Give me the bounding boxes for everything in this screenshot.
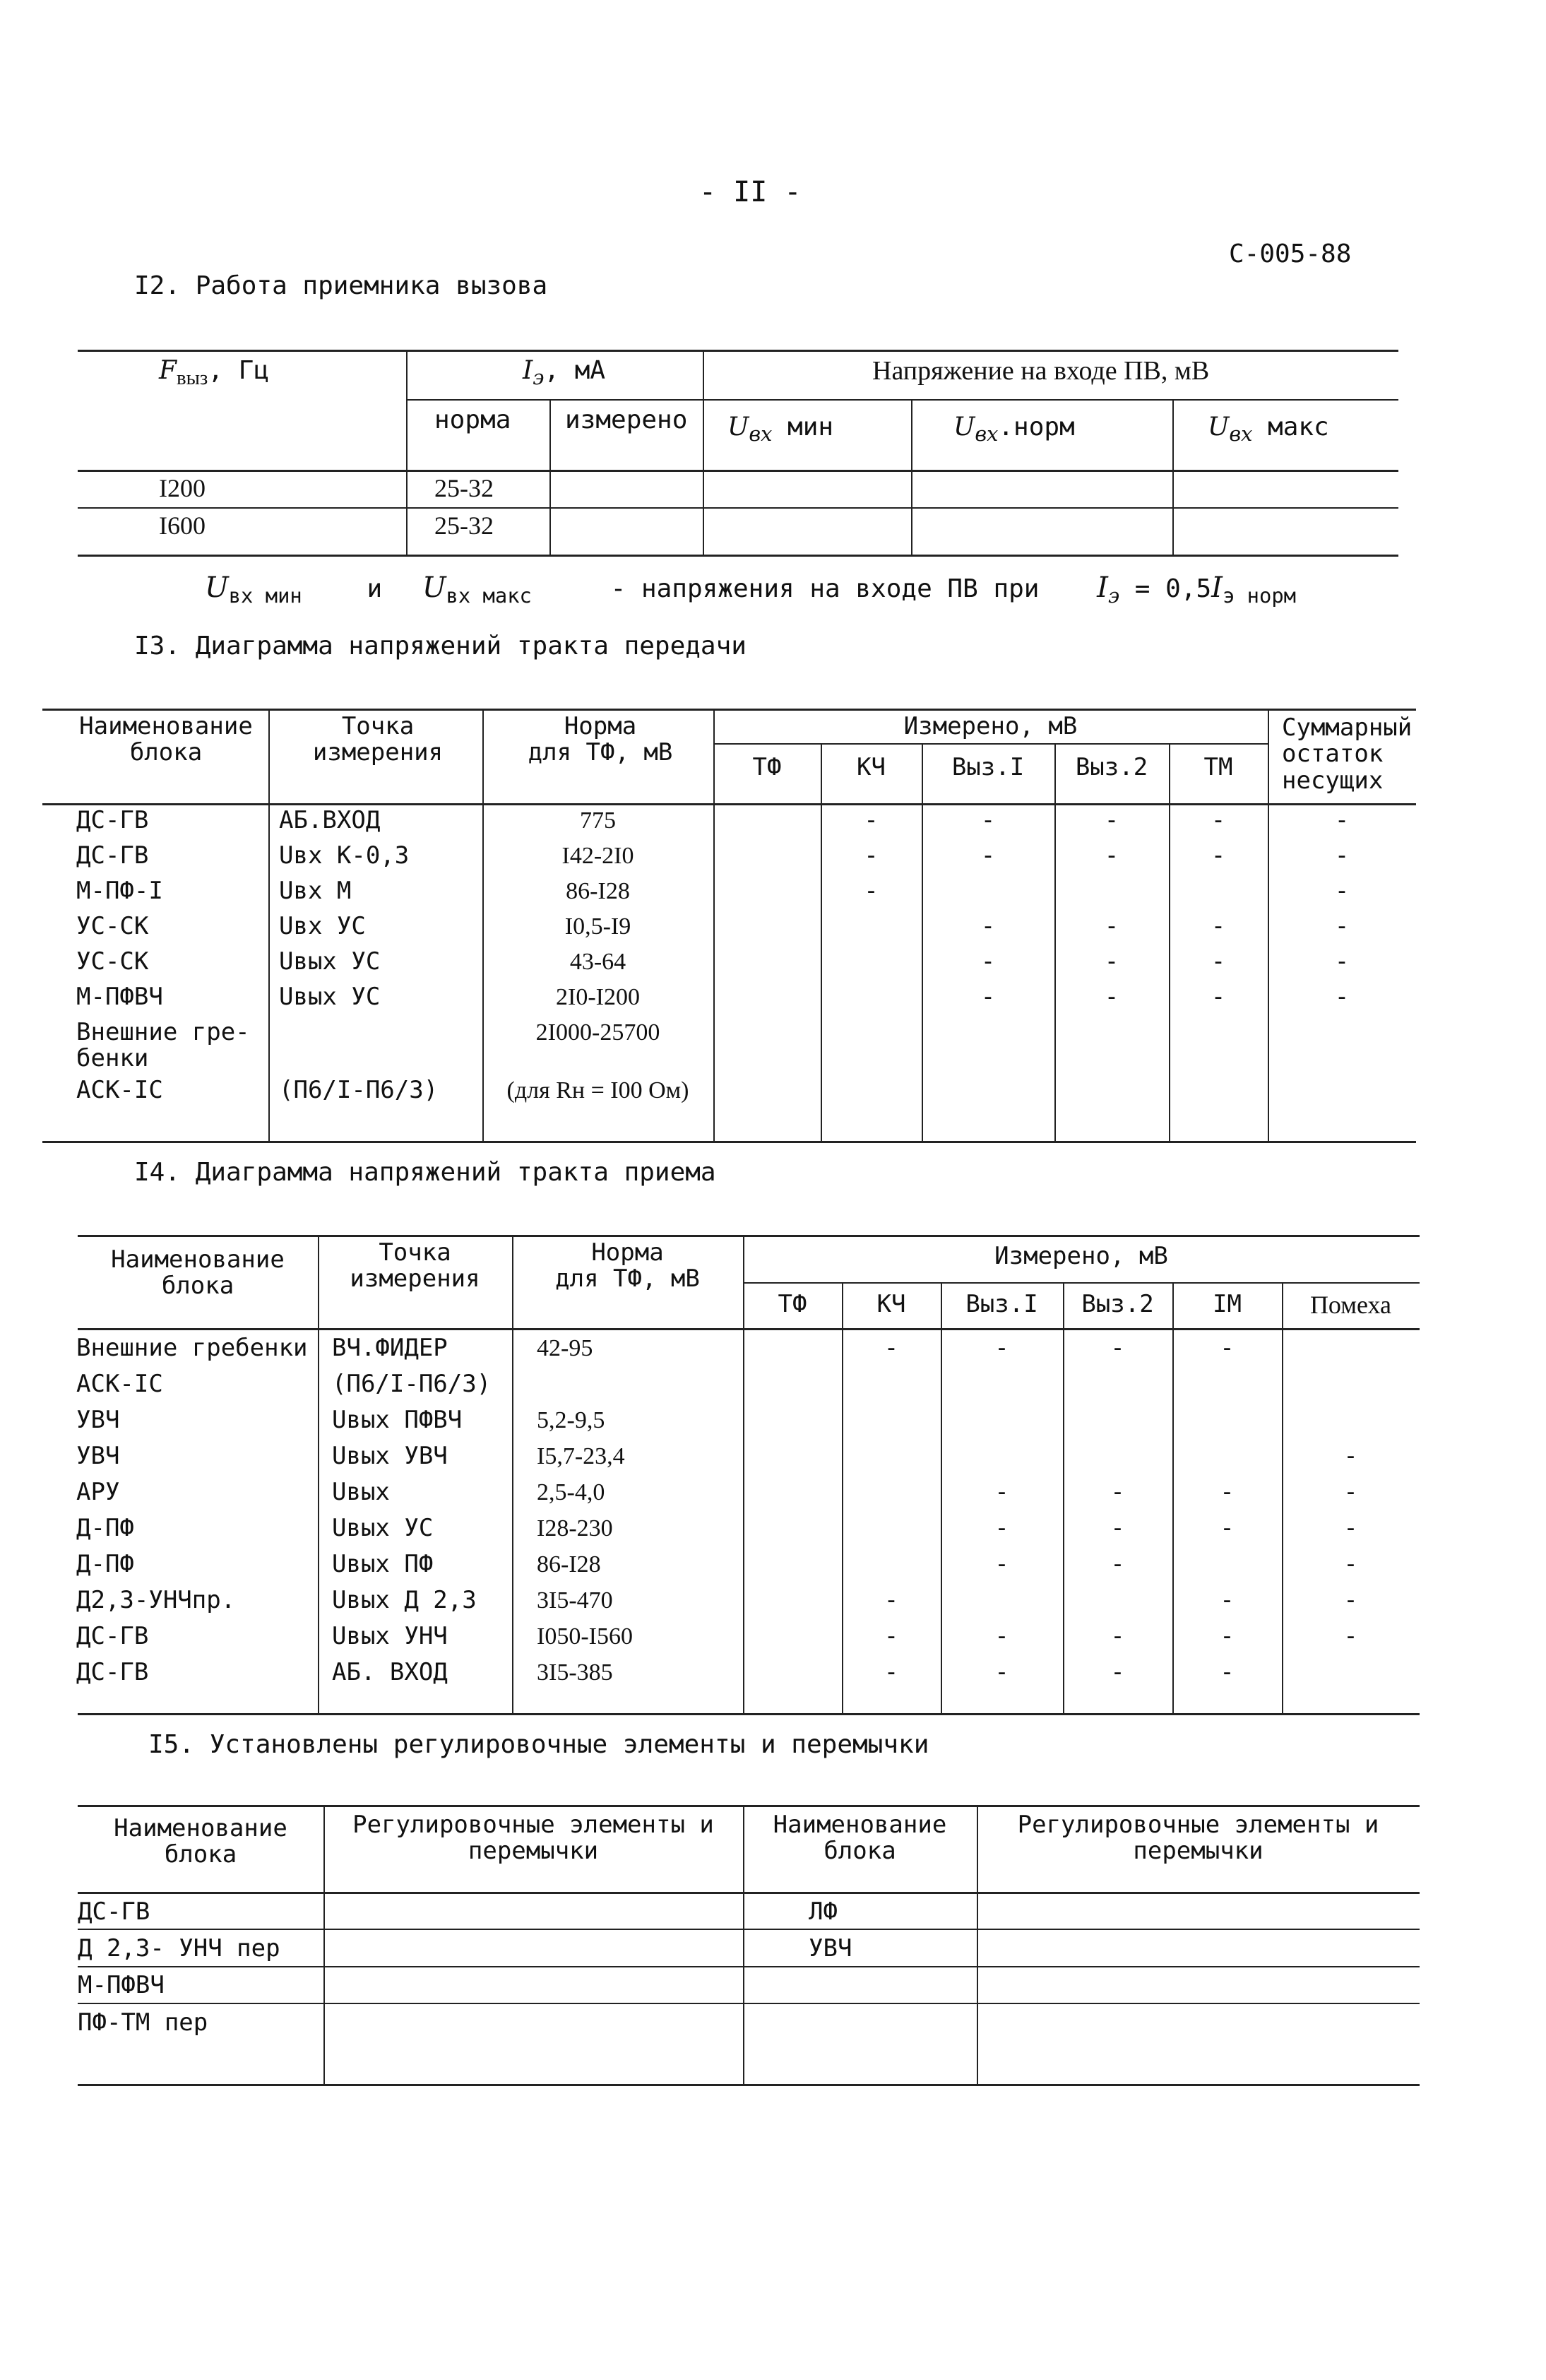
kch-value: - bbox=[864, 877, 879, 905]
interference-value: - bbox=[1343, 1442, 1358, 1470]
norm-value: 775 bbox=[580, 807, 616, 834]
document-code: С-005-88 bbox=[1229, 239, 1352, 268]
block-name: ДС-ГВ bbox=[76, 1658, 149, 1686]
block-name: УС-СК bbox=[76, 912, 149, 940]
header-u-min: $U_{вх}$ мин bbox=[727, 413, 834, 446]
block-name: Д2,3-УНЧпр. bbox=[76, 1586, 236, 1614]
block-name: УВЧ bbox=[76, 1406, 120, 1434]
residual-value: - bbox=[1334, 877, 1350, 905]
tm-value: - bbox=[1211, 983, 1226, 1011]
residual-value: - bbox=[1334, 841, 1350, 870]
vyz2-value: - bbox=[1110, 1658, 1125, 1686]
block-name: УВЧ bbox=[76, 1442, 120, 1470]
kch-value: - bbox=[884, 1334, 899, 1362]
header-norm-tf: Норма для ТФ, мВ bbox=[528, 712, 673, 767]
measure-point: (П6/I-П6/3) bbox=[332, 1370, 492, 1398]
measure-point: (П6/I-П6/3) bbox=[279, 1076, 439, 1104]
header-measured: Измерено, мВ bbox=[994, 1242, 1168, 1270]
measure-point: Uвх УС bbox=[279, 912, 366, 940]
col-kch: КЧ bbox=[876, 1290, 906, 1318]
col-vyz1: Выз.I bbox=[965, 1290, 1038, 1318]
measure-point: Uвых УС bbox=[279, 983, 381, 1011]
header-measured: измерено bbox=[565, 405, 688, 434]
kch-value: - bbox=[884, 1586, 899, 1614]
kch-value: - bbox=[864, 841, 879, 870]
block-name-left: ПФ-ТМ пер bbox=[78, 2008, 208, 2037]
block-name-left: М-ПФВЧ bbox=[78, 1971, 165, 1999]
im-value: - bbox=[1220, 1478, 1235, 1506]
interference-value: - bbox=[1343, 1622, 1358, 1650]
block-name: АСК-IС bbox=[76, 1076, 163, 1104]
interference-value: - bbox=[1343, 1514, 1358, 1542]
im-value: - bbox=[1220, 1586, 1235, 1614]
measure-point: Uвых УНЧ bbox=[332, 1622, 448, 1650]
block-name: УС-СК bbox=[76, 947, 149, 976]
section-12-title: I2. Работа приемника вызова bbox=[134, 271, 548, 300]
vyz2-value: - bbox=[1104, 806, 1119, 834]
vyz2-value: - bbox=[1110, 1514, 1125, 1542]
measure-point: Uвх М bbox=[279, 877, 352, 905]
interference-value: - bbox=[1343, 1478, 1358, 1506]
vyz2-value: - bbox=[1104, 841, 1119, 870]
vyz1-value: - bbox=[994, 1622, 1009, 1650]
norm-value: I0,5-I9 bbox=[564, 913, 631, 940]
vyz1-value: - bbox=[994, 1658, 1009, 1686]
header-measured: Измерено, мВ bbox=[903, 712, 1078, 740]
im-value: - bbox=[1220, 1334, 1235, 1362]
row-norm: 25-32 bbox=[434, 474, 494, 502]
vyz1-value: - bbox=[994, 1334, 1009, 1362]
block-name: Внешние гребенки bbox=[76, 1334, 308, 1362]
measure-point: АБ. ВХОД bbox=[332, 1658, 448, 1686]
block-name: Д-ПФ bbox=[76, 1550, 134, 1578]
vyz2-value: - bbox=[1110, 1334, 1125, 1362]
col-tf: ТФ bbox=[778, 1290, 807, 1318]
norm-value: I42-2I0 bbox=[561, 843, 634, 869]
norm-value: 86-I28 bbox=[537, 1551, 601, 1577]
vyz1-value: - bbox=[980, 983, 996, 1011]
measure-point: Uвых УС bbox=[279, 947, 381, 976]
col-vyz2: Выз.2 bbox=[1081, 1290, 1154, 1318]
row-frequency: I600 bbox=[159, 511, 206, 540]
norm-value: 43-64 bbox=[569, 949, 626, 975]
header-elements-right: Регулировочные элементы и перемычки bbox=[1017, 1811, 1379, 1866]
col-tf: ТФ bbox=[752, 753, 782, 781]
col-vyz1: Выз.I bbox=[951, 753, 1025, 781]
block-name: Внешние гре- бенки bbox=[76, 1018, 250, 1073]
section-15-title: I5. Установлены регулировочные элементы и перемычки bbox=[148, 1730, 929, 1759]
block-name-left: ДС-ГВ bbox=[78, 1898, 150, 1926]
norm-value: 42-95 bbox=[537, 1335, 593, 1361]
block-name: АРУ bbox=[76, 1478, 120, 1506]
norm-value: 3I5-470 bbox=[537, 1587, 613, 1614]
norm-value: I28-230 bbox=[537, 1515, 613, 1541]
header-emitter-current: $I_э$, мА bbox=[523, 356, 606, 390]
header-frequency: $F_{выз}$, Гц bbox=[159, 356, 270, 390]
col-im: IМ bbox=[1213, 1290, 1242, 1318]
kch-value: - bbox=[884, 1622, 899, 1650]
header-elements-left: Регулировочные элементы и перемычки bbox=[352, 1811, 714, 1866]
vyz2-value: - bbox=[1110, 1622, 1125, 1650]
norm-value: 2I0-I200 bbox=[556, 984, 640, 1010]
vyz1-value: - bbox=[980, 947, 996, 976]
vyz2-value: - bbox=[1104, 912, 1119, 940]
header-measure-point: Точка измерения bbox=[312, 712, 444, 767]
vyz2-value: - bbox=[1104, 983, 1119, 1011]
col-vyz2: Выз.2 bbox=[1075, 753, 1148, 781]
tm-value: - bbox=[1211, 947, 1226, 976]
norm-value: 86-I28 bbox=[566, 878, 630, 904]
block-name: М-ПФВЧ bbox=[76, 983, 163, 1011]
vyz2-value: - bbox=[1110, 1550, 1125, 1578]
vyz1-value: - bbox=[980, 806, 996, 834]
vyz1-value: - bbox=[980, 841, 996, 870]
residual-value: - bbox=[1334, 983, 1350, 1011]
row-frequency: I200 bbox=[159, 474, 206, 502]
header-residual-carriers: Суммарный остаток несущих bbox=[1282, 714, 1413, 795]
residual-value: - bbox=[1334, 912, 1350, 940]
block-name-right: ЛФ bbox=[809, 1898, 838, 1926]
header-u-norm: $U_{вх}.норм$ bbox=[953, 413, 1075, 446]
block-name: ДС-ГВ bbox=[76, 806, 149, 834]
norm-value: 3I5-385 bbox=[537, 1659, 613, 1686]
measure-point: Uвых bbox=[332, 1478, 390, 1506]
header-block-name: Наименование блока bbox=[79, 712, 253, 767]
norm-value: (для Rн = I00 Ом) bbox=[506, 1077, 689, 1103]
norm-value: I050-I560 bbox=[537, 1623, 633, 1650]
norm-value: 5,2-9,5 bbox=[537, 1407, 605, 1433]
row-norm: 25-32 bbox=[434, 511, 494, 540]
vyz1-value: - bbox=[980, 912, 996, 940]
header-voltage: Напряжение на входе ПВ, мВ bbox=[872, 356, 1210, 386]
block-name: АСК-IС bbox=[76, 1370, 163, 1398]
interference-value: - bbox=[1343, 1550, 1358, 1578]
tm-value: - bbox=[1211, 841, 1226, 870]
header-u-max: $U_{вх}$ макс bbox=[1208, 413, 1329, 446]
interference-value: - bbox=[1343, 1586, 1358, 1614]
kch-value: - bbox=[864, 806, 879, 834]
im-value: - bbox=[1220, 1514, 1235, 1542]
vyz1-value: - bbox=[994, 1478, 1009, 1506]
header-block-name: Наименование блока bbox=[111, 1245, 285, 1301]
tm-value: - bbox=[1211, 806, 1226, 834]
measure-point: Uвых ПФВЧ bbox=[332, 1406, 463, 1434]
header-norm-tf: Норма для ТФ, мВ bbox=[555, 1238, 700, 1293]
block-name: М-ПФ-I bbox=[76, 877, 163, 905]
block-name: Д-ПФ bbox=[76, 1514, 134, 1542]
vyz1-value: - bbox=[994, 1514, 1009, 1542]
im-value: - bbox=[1220, 1622, 1235, 1650]
residual-value: - bbox=[1334, 806, 1350, 834]
col-interference: Помеха bbox=[1309, 1291, 1392, 1319]
measure-point: ВЧ.ФИДЕР bbox=[332, 1334, 448, 1362]
col-tm: ТМ bbox=[1203, 753, 1233, 781]
norm-value: I5,7-23,4 bbox=[537, 1443, 625, 1469]
vyz1-value: - bbox=[994, 1550, 1009, 1578]
header-norm: норма bbox=[434, 405, 511, 434]
norm-value: 2,5-4,0 bbox=[537, 1479, 605, 1505]
measure-point: Uвых ПФ bbox=[332, 1550, 434, 1578]
im-value: - bbox=[1220, 1658, 1235, 1686]
norm-value: 2I000-25700 bbox=[535, 1019, 660, 1046]
col-kch: КЧ bbox=[857, 753, 886, 781]
measure-point: Uвых УВЧ bbox=[332, 1442, 448, 1470]
measure-point: Uвх К-0,3 bbox=[279, 841, 410, 870]
section-13-title: I3. Диаграмма напряжений тракта передачи bbox=[134, 632, 747, 661]
tm-value: - bbox=[1211, 912, 1226, 940]
measure-point: Uвых УС bbox=[332, 1514, 434, 1542]
block-name-right: УВЧ bbox=[809, 1934, 852, 1962]
block-name: ДС-ГВ bbox=[76, 1622, 149, 1650]
vyz2-value: - bbox=[1110, 1478, 1125, 1506]
measure-point: АБ.ВХОД bbox=[279, 806, 381, 834]
block-name: ДС-ГВ bbox=[76, 841, 149, 870]
section-12-note: $U_{вх мин}$ и $U_{вх макс}$ - напряжения на входе ПВ при $I_э = 0,5I_{э норм}$ bbox=[205, 572, 1297, 608]
vyz2-value: - bbox=[1104, 947, 1119, 976]
residual-value: - bbox=[1334, 947, 1350, 976]
header-block-name-left: Наименование блока bbox=[114, 1814, 287, 1869]
header-block-name-right: Наименование блока bbox=[773, 1811, 947, 1866]
block-name-left: Д 2,3- УНЧ пер bbox=[78, 1934, 280, 1962]
kch-value: - bbox=[884, 1658, 899, 1686]
page-number: - II - bbox=[699, 176, 802, 208]
header-measure-point: Точка измерения bbox=[350, 1238, 480, 1293]
measure-point: Uвых Д 2,3 bbox=[332, 1586, 477, 1614]
section-14-title: I4. Диаграмма напряжений тракта приема bbox=[134, 1158, 716, 1187]
